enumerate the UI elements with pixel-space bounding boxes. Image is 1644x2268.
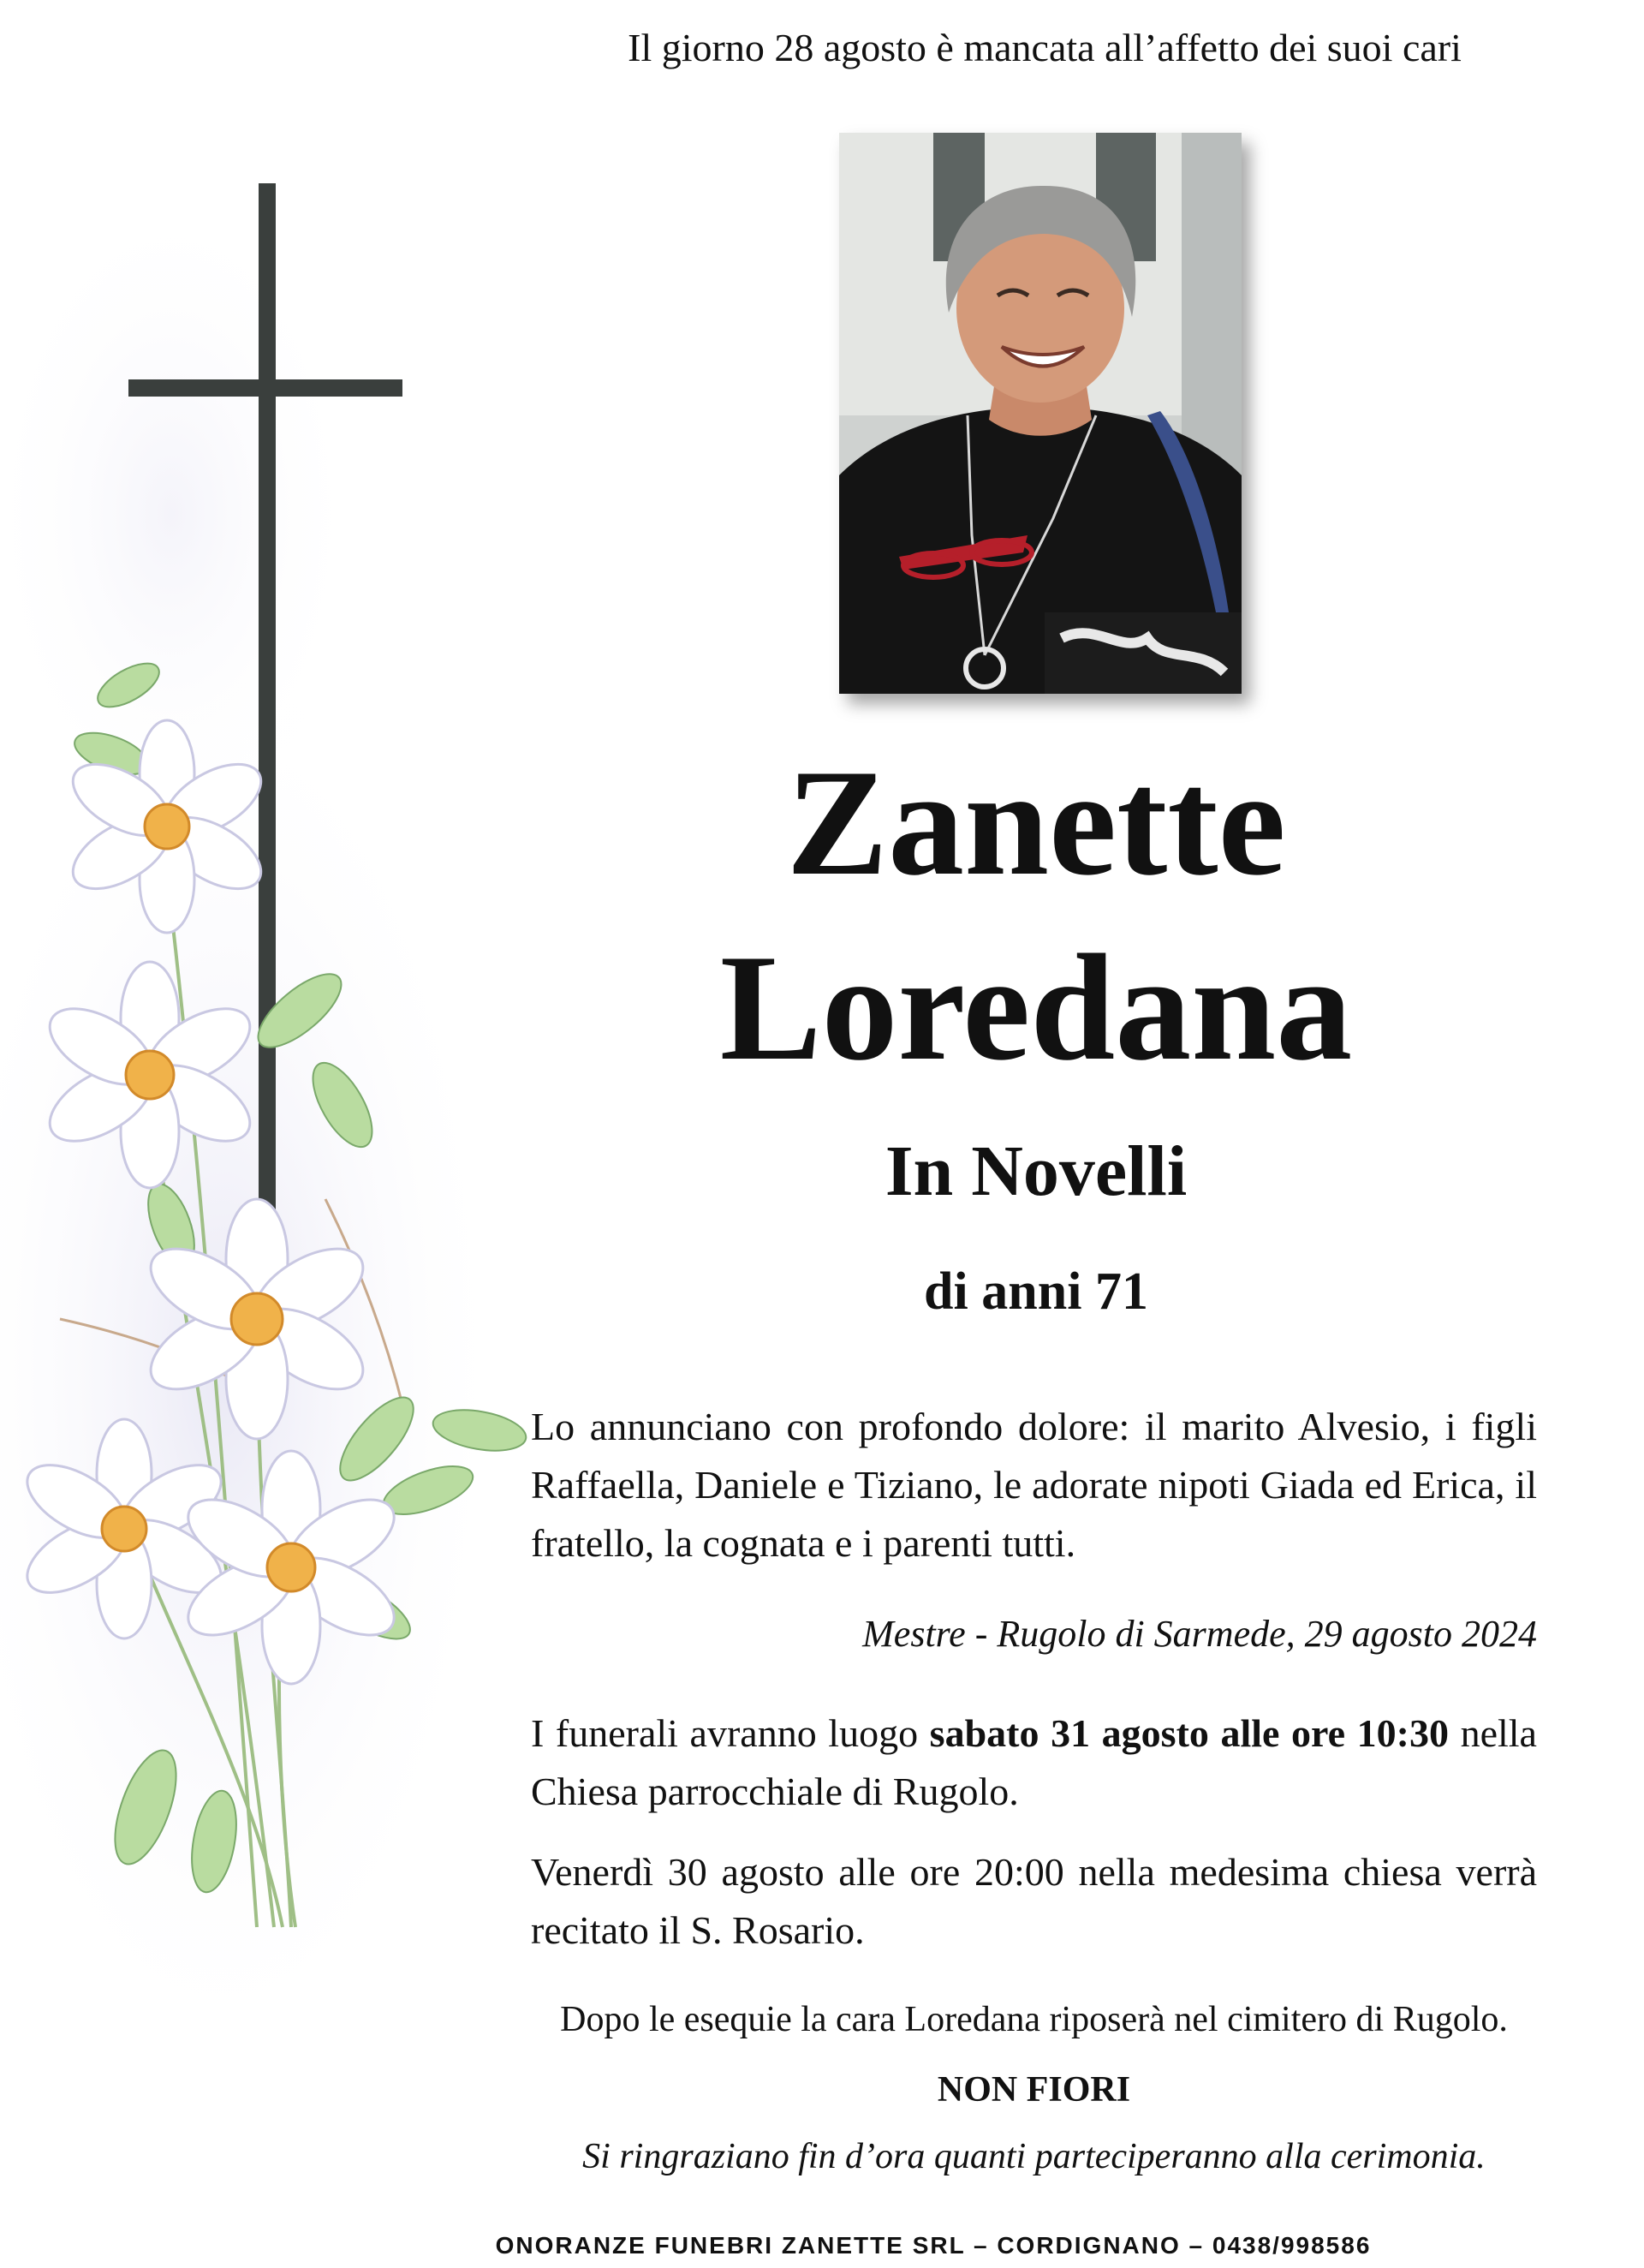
- funeral-prefix: I funerali avranno luogo: [531, 1711, 930, 1755]
- age-line: di anni 71: [924, 1262, 1148, 1321]
- thanks-line: Si ringraziano fin d’ora quanti parteciperanno alla cerimonia.: [582, 2137, 1486, 2176]
- intro-line: Il giorno 28 agosto è mancata all’affetto dei suoi cari: [628, 26, 1462, 69]
- portrait-photo: [839, 133, 1242, 694]
- no-flowers-note: NON FIORI: [937, 2070, 1131, 2110]
- cross-and-flowers-decoration: [0, 0, 599, 2268]
- married-name: In Novelli: [885, 1131, 1188, 1211]
- funeral-home-footer: ONORANZE FUNEBRI ZANETTE SRL – CORDIGNANO – 0438/998586: [495, 2232, 1372, 2259]
- deceased-surname: Zanette: [786, 737, 1286, 907]
- funeral-suffix: nella Chiesa parrocchiale di Rugolo.: [531, 1711, 1537, 1813]
- deceased-first-name: Loredana: [719, 922, 1353, 1092]
- announcement-text: Lo annunciano con profondo dolore: il marito Alvesio, i figli Raffaella, Daniele e Tiziano, le adorate nipoti Giada ed Erica, il fratello, la cognata e i parenti tutti.: [531, 1405, 1537, 1565]
- funeral-datetime: sabato 31 agosto alle ore 10:30: [929, 1711, 1449, 1755]
- rosary-info: Venerdì 30 agosto alle ore 20:00 nella medesima chiesa verrà recitato il S. Rosario.: [531, 1850, 1537, 1952]
- place-date: Mestre - Rugolo di Sarmede, 29 agosto 2024: [862, 1613, 1537, 1655]
- funeral-info: [531, 1704, 1537, 1821]
- burial-info: Dopo le esequie la cara Loredana riposerà nel cimitero di Rugolo.: [560, 2000, 1508, 2039]
